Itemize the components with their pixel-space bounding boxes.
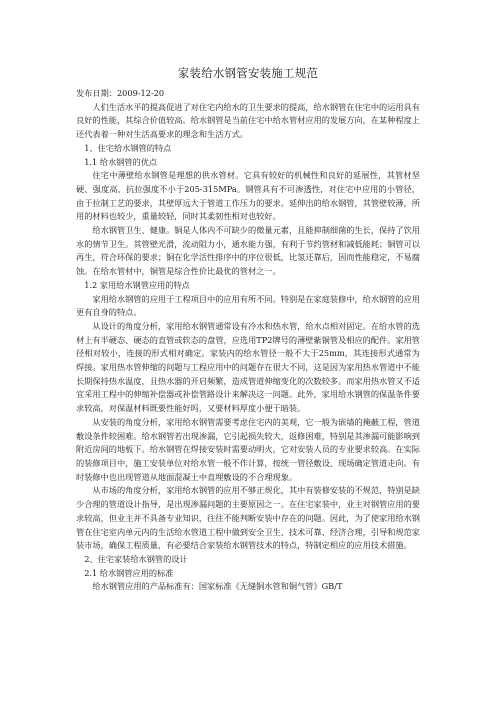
paragraph: 从安装的角度分析，家用给水钢管需要考虑住宅内的美观，它一般为嵌墙的掩蔽工程，管道敷设条件较困难。给水钢管若出现渗漏，它引起损失较大，返修困难，特别是其渗漏可能影响到附近房间的地板下。给水钢管在焊接安装时需要动明火，它对安装人员的专业要求较高。在实际的装修项目中，施工安装单位对给水管一般不作计算，按统一管径敷设、现场确定管道走向。有时装修中也出现管道从地面混凝土中直埋敷设的不合理现象。 [76, 416, 420, 482]
paragraph: 给水钢管应用的产品标准有：国家标准《无缝铜水管和铜气管》GB/T [92, 581, 343, 592]
publish-date: 发布日期：2009-12-20 [76, 88, 165, 98]
paragraph: 给水钢管卫生、健康。铜是人体内不可缺少的微量元素，且能抑制细菌的生长，保持了饮用水的情节卫生。其管壁光滑，流动阻力小，通水能力强，有利于节约管材和减低能耗；铜管可以再生，符合环保的要求；铜在化学活性排序中的序位很低，比氢还靠后，因而性能稳定，不易腐蚀。在给水管材中，铜管是综合性价比最优的管材之一。 [76, 225, 420, 277]
paragraph: 从设计的角度分析，家用给水钢管通常设有冷水和热水管，给水点相对固定。在给水管的选材上有半硬态、硬态的直管或软态的盘管，应选用TP2牌号的薄壁紫铜管及相应的配件。家用管径相对较小，连接的形式相对确定。家装内的给水管径一般不大于25mm，其连接形式通常为焊接。家用热水管伸缩的问题与工程应用中的问题存在很大不同，这是因为家用热水管道中不能长期保持热水温度，且热水器的开启频繁，造成管道伸缩变化的次数较多。而家用热水管又不适宜采用工程中的伸缩补偿器或补偿管路设计来解决这一问题。此外，家用给水钢管的保温条件要求较高，对保温材料既要性能好吗，又要材料厚度小便于暗装。 [76, 320, 420, 414]
paragraph: 人们生活水平的提高促进了对住宅内给水的卫生要求的提高，给水钢管在住宅中的运用具有良好的性能，其综合价值较高。给水钢管是当前住宅中给水管材应用的发展方向，在某种程度上还代表着一种对生活高要求的理念和生活方式。 [76, 101, 420, 140]
subsection-heading: 1.1 给水钢管的优点 [84, 156, 158, 167]
paragraph: 家用给水钢管的应用于工程项目中的应用有所不同。特别是在家庭装修中，给水钢管的应用更有自身的特点。 [76, 293, 420, 318]
document-body [76, 101, 420, 594]
document-title: 家装给水钢管安装施工规范 [177, 66, 319, 80]
subsection-heading: 1.2 家用给水钢管应用的特点 [84, 279, 190, 290]
section-heading: 2、住宅家装给水钢管的设计 [84, 553, 188, 564]
paragraph: 从市场的角度分析，家用给水钢管的应用不够正规化，其中有装修安装的不规范，特别是缺少合理的管道设计指导，是出现渗漏问题的主要原因之一。在住宅家装中，业主对钢管应用的要求较高，但业主并不具备专业知识，往往不能判断安装中存在的问题。因此，为了使家用给水钢管在住宅室内单元内的生活给水管道工程中做到安全卫生、技术可靠、经济合理，引导和规范家装市场，确保工程质量，有必要结合家装给水钢管技术的特点，特制定相应的应用技术措施。 [76, 485, 420, 551]
section-heading: 1、住宅给水钢管的特点 [84, 142, 172, 153]
subsection-heading: 2.1 给水钢管应用的标准 [84, 567, 174, 578]
paragraph: 住宅中薄壁给水钢管是理想的供水管材。它具有较好的机械性和良好的延展性，其管材坚硬、强度高，抗拉强度不小于205-315MPa。钢管具有不可渗透性，对住宅中应用的小管径，由于拉制工艺的要求，其壁厚远大于管道工作压力的要求。延伸出的给水钢管，其管壁较薄，所用的材料也较少，重量较轻，同时其柔韧性相对也较好。 [76, 170, 420, 222]
